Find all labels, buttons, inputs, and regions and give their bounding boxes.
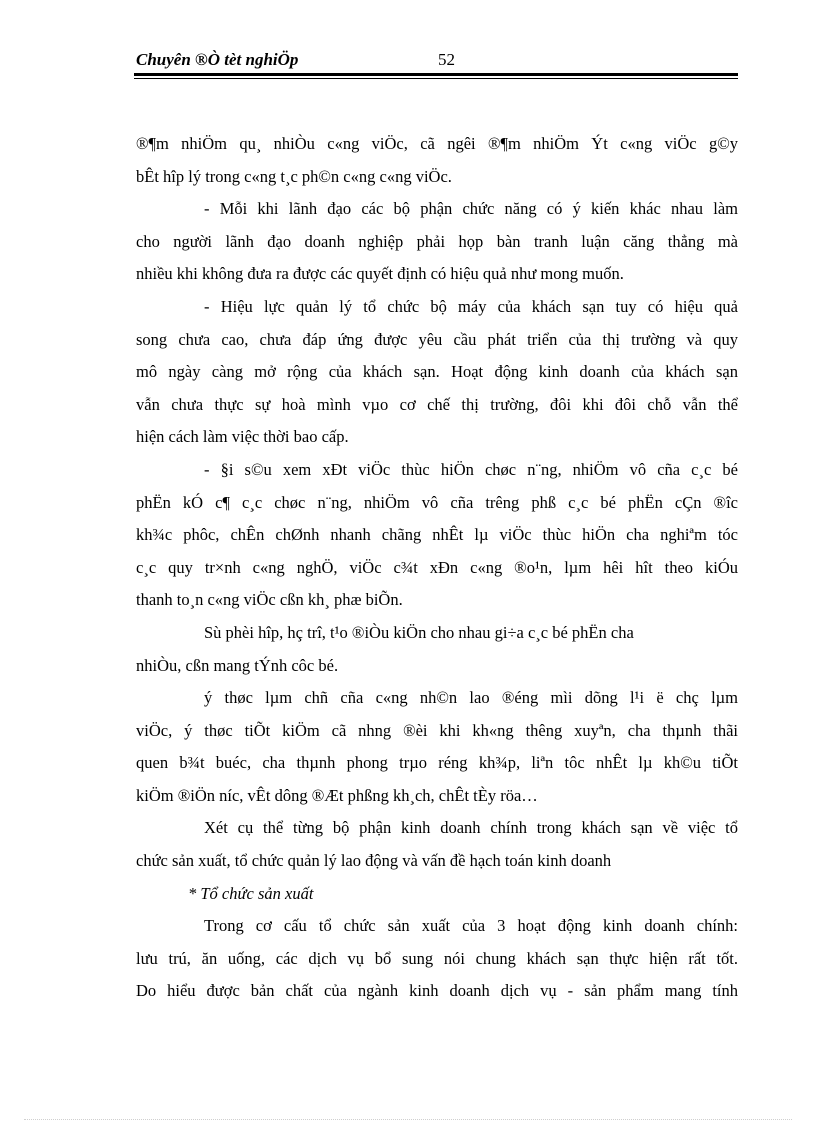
text-line: Do hiểu được bản chất của ngành kinh doanh dịch vụ - sản phẩm mang tính (136, 981, 738, 1001)
text-line: kh¾c phôc, chÊn chØnh nhanh chãng nhÊt lµ viÖc thùc hiÖn cha nghiªm tóc (136, 525, 738, 545)
text-line: - Hiệu lực quản lý tổ chức bộ máy của khách sạn tuy có hiệu quả (204, 296, 738, 316)
text-line: ®¶m nhiÖm qu¸ nhiÒu c«ng viÖc, cã ngêi ®¶m nhiÖm Ýt c«ng viÖc g©y (136, 134, 738, 153)
text-line: - Mỗi khi lãnh đạo các bộ phận chức năng có ý kiến khác nhau làm (204, 199, 738, 219)
text-line: mô ngày càng mở rộng của khách sạn. Hoạt động kinh doanh của khách sạn (136, 362, 738, 382)
text-line: Xét cụ thể từng bộ phận kinh doanh chính trong khách sạn về việc tổ (204, 818, 738, 838)
text-line: chức sản xuất, tổ chức quản lý lao động và vấn đề hạch toán kinh doanh (136, 851, 612, 871)
text-line: lưu trú, ăn uống, các dịch vụ bổ sung nói chung khách sạn thực hiện rất tốt. (136, 948, 738, 968)
text-line: kiÖm ®iÖn níc, vÊt dông ®Æt phßng kh¸ch, chÊt tÈy röa… (136, 785, 538, 805)
body-text (136, 130, 738, 1010)
text-line: nhiều khi không đưa ra được các quyết định có hiệu quả như mong muốn. (136, 264, 624, 284)
text-line: Trong cơ cấu tổ chức sản xuất của 3 hoạt động kinh doanh chính: (204, 916, 738, 936)
header-rule-thick (134, 73, 738, 76)
page-bottom-border (24, 1119, 792, 1120)
text-line: viÖc, ý thøc tiÕt kiÖm cã nhng ®èi khi kh«ng thêng xuyªn, cha thµnh thãi (136, 720, 738, 740)
page-header (134, 48, 738, 72)
page-number: 52 (438, 50, 455, 69)
text-line: thanh to¸n c«ng viÖc cßn kh¸ phæ biÕn. (136, 590, 403, 610)
text-line: nhiÒu, cßn mang tÝnh côc bé. (136, 655, 339, 675)
text-line: ý thøc lµm chñ cña c«ng nh©n lao ®éng mìi dõng l¹i ë chç lµm (204, 688, 738, 708)
text-line: phËn kÓ c¶ c¸c chøc n¨ng, nhiÖm vô cña trêng phß c¸c bé phËn cÇn ®îc (136, 492, 738, 512)
header-rule-thin (134, 78, 738, 79)
text-line: - §i s©u xem xÐt viÖc thùc hiÖn chøc n¨ng, nhiÖm vô cña c¸c bé (204, 459, 738, 479)
text-line: quen b¾t buéc, cha thµnh phong trµo réng kh¾p, liªn tôc nhÊt lµ kh©u tiÕt (136, 753, 738, 773)
text-line: vẫn chưa thực sự hoà mình vµo cơ chế thị trường, đôi khi đôi chỗ vẫn thể (136, 394, 738, 414)
text-line: cho người lãnh đạo doanh nghiệp phải họp bàn tranh luận căng thẳng mà (136, 231, 738, 251)
text-line: hiện cách làm việc thời bao cấp. (136, 427, 349, 447)
text-line: song chưa cao, chưa đáp ứng được yêu cầu phát triển của thị trường và quy (136, 329, 738, 349)
section-heading: * Tổ chức sản xuất (188, 883, 314, 903)
text-line: bÊt hîp lý trong c«ng t¸c ph©n c«ng c«ng viÖc. (136, 166, 452, 186)
header-title: Chuyên ®Ò tèt nghiÖp (136, 50, 299, 69)
text-line: c¸c quy tr×nh c«ng nghÖ, viÖc c¾t xÐn c«ng ®o¹n, lµm hêi hît theo kiÓu (136, 557, 738, 577)
text-line: Sù phèi hîp, hç trî, t¹o ®iÒu kiÖn cho nhau gi÷a c¸c bé phËn cha (204, 622, 634, 642)
